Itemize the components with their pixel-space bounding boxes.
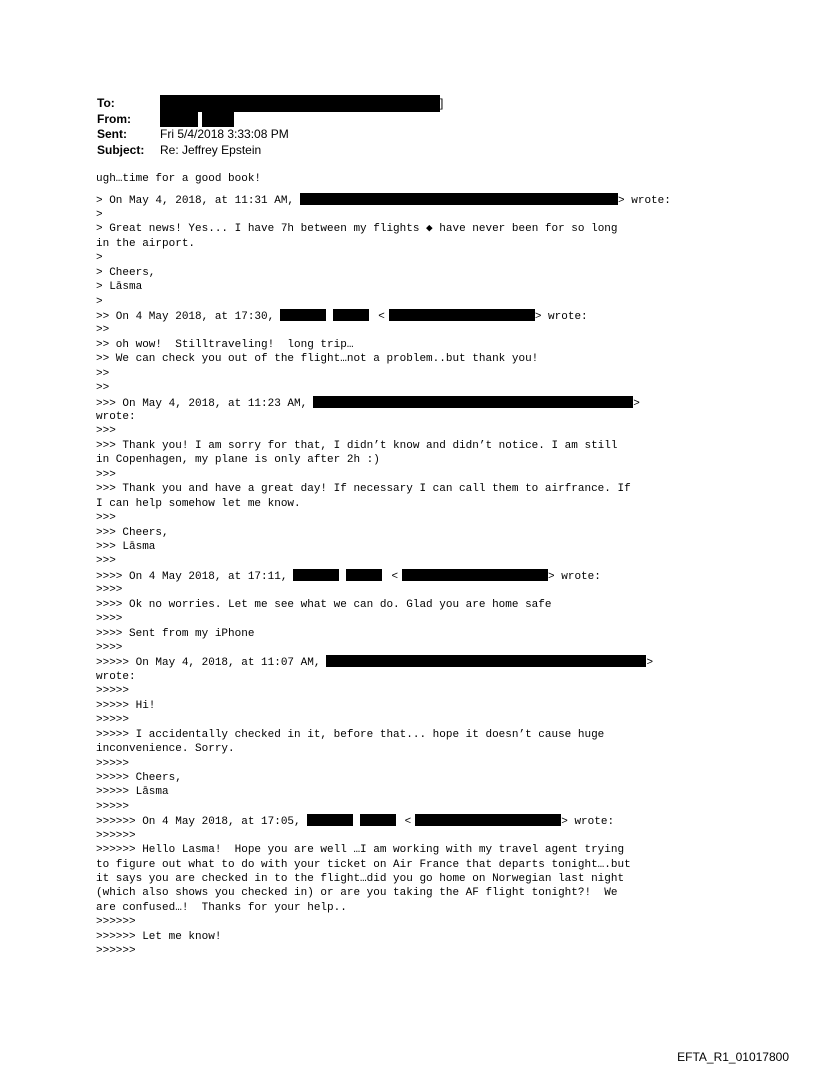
body-line xyxy=(96,699,736,713)
body-text: >>>>>> Hello Lasma! Hope you are well …I am working with my travel agent trying xyxy=(96,844,625,857)
body-text: >> On 4 May 2018, at 17:30, xyxy=(96,310,275,323)
body-text: < xyxy=(404,816,412,829)
body-line xyxy=(96,482,736,496)
redacted-name xyxy=(360,814,396,826)
body-text: >>>> xyxy=(96,613,123,626)
quote-header-line xyxy=(96,193,736,207)
body-line xyxy=(96,858,736,872)
from-label: From: xyxy=(97,111,131,126)
body-text: >>> Cheers, xyxy=(96,526,169,539)
body-line xyxy=(96,944,736,958)
body-text: >>>>> I accidentally checked in it, before that... hope it doesn’t cause huge xyxy=(96,728,605,741)
body-text: > wrote: xyxy=(548,570,601,583)
body-text: >>>> On 4 May 2018, at 17:11, xyxy=(96,570,288,583)
body-text: >> xyxy=(96,382,110,395)
body-text: >>>>> xyxy=(96,714,130,727)
quote-header-line xyxy=(96,309,736,323)
body-text: (which also shows you checked in) or are you taking the AF flight tonight?! We xyxy=(96,887,618,900)
body-text: >>> Thank you! I am sorry for that, I didn’t know and didn’t notice. I am still xyxy=(96,439,618,452)
body-text: >>>>>> On 4 May 2018, at 17:05, xyxy=(96,816,301,829)
body-line xyxy=(96,410,736,424)
body-text: >>>> Ok no worries. Let me see what we can do. Glad you are home safe xyxy=(96,598,552,611)
sent-value: Fri 5/4/2018 3:33:08 PM xyxy=(160,127,289,141)
body-text: > wrote: xyxy=(618,195,671,208)
body-line xyxy=(96,742,736,756)
quote-header-line xyxy=(96,396,736,410)
body-text: to figure out what to do with your ticket on Air France that departs tonight….but xyxy=(96,858,631,871)
quote-header-line xyxy=(96,814,736,828)
body-text: >> xyxy=(96,324,110,337)
body-line xyxy=(96,208,736,222)
to-trailing-bracket: ] xyxy=(440,96,444,110)
body-line xyxy=(96,915,736,929)
body-line xyxy=(96,172,736,186)
subject-value: Re: Jeffrey Epstein xyxy=(160,142,262,157)
body-line xyxy=(96,352,736,366)
body-text: >> xyxy=(96,367,110,380)
body-line xyxy=(96,497,736,511)
body-text: > xyxy=(646,657,654,670)
body-line xyxy=(96,295,736,309)
body-text: >>> xyxy=(96,512,116,525)
body-line xyxy=(96,829,736,843)
body-text: >>>>> xyxy=(96,685,130,698)
redacted-name xyxy=(307,814,353,826)
body-text: wrote: xyxy=(96,411,136,423)
body-text: >>> xyxy=(96,468,116,481)
body-line xyxy=(96,670,736,684)
body-line xyxy=(96,612,736,626)
body-line xyxy=(96,453,736,467)
body-line xyxy=(96,901,736,915)
body-line xyxy=(96,800,736,814)
body-text: inconvenience. Sorry. xyxy=(96,743,235,756)
body-text: >>>>>> xyxy=(96,829,136,842)
body-line xyxy=(96,526,736,540)
body-text: >>>>> Cheers, xyxy=(96,771,182,784)
body-text: < xyxy=(378,310,385,323)
body-text: >>>> xyxy=(96,642,123,654)
body-text: > xyxy=(96,252,103,265)
body-line xyxy=(96,771,736,785)
body-line xyxy=(96,583,736,597)
redacted-email xyxy=(415,814,561,826)
body-line xyxy=(96,323,736,337)
body-text: are confused…! Thanks for your help.. xyxy=(96,901,347,914)
body-text: > xyxy=(96,295,103,308)
body-text: >>>> Sent from my iPhone xyxy=(96,627,255,640)
from-redaction-first xyxy=(160,112,198,127)
body-text: >>> xyxy=(96,425,116,438)
body-text: I can help somehow let me know. xyxy=(96,497,301,510)
body-line xyxy=(96,728,736,742)
body-line xyxy=(96,540,736,554)
document-id-footer: EFTA_R1_01017800 xyxy=(677,1050,789,1064)
body-text: in the airport. xyxy=(96,237,196,250)
body-line xyxy=(96,367,736,381)
body-text: >>>>> Hi! xyxy=(96,699,156,712)
redacted-name xyxy=(333,309,369,321)
body-text: >>>>> Lāsma xyxy=(96,786,169,799)
redacted-name xyxy=(280,309,326,321)
body-line xyxy=(96,684,736,698)
body-text: >>> On May 4, 2018, at 11:23 AM, xyxy=(96,397,308,410)
body-text: >>>>> On May 4, 2018, at 11:07 AM, xyxy=(96,657,321,670)
body-line xyxy=(96,627,736,641)
body-line xyxy=(96,886,736,900)
body-text: >>>> xyxy=(96,584,123,597)
body-line xyxy=(96,641,736,655)
sent-label: Sent: xyxy=(97,127,127,141)
body-line xyxy=(96,598,736,612)
redacted-name xyxy=(293,569,339,581)
email-body xyxy=(96,172,736,959)
to-redaction xyxy=(160,95,440,112)
body-text: > Cheers, xyxy=(96,266,156,279)
body-line xyxy=(96,468,736,482)
body-text: >>>>>> Let me know! xyxy=(96,930,222,943)
body-text: >> oh wow! Stilltraveling! long trip… xyxy=(96,338,354,351)
redacted-name xyxy=(346,569,382,581)
quote-header-line xyxy=(96,655,736,669)
redacted-email xyxy=(326,655,646,667)
body-line xyxy=(96,338,736,352)
body-line xyxy=(96,381,736,395)
body-text: < xyxy=(391,570,399,583)
body-text: > xyxy=(633,397,640,410)
body-line xyxy=(96,237,736,251)
body-text: >>>>> xyxy=(96,757,130,770)
body-line xyxy=(96,424,736,438)
body-text: >>> Thank you and have a great day! If necessary I can call them to airfrance. If xyxy=(96,483,631,496)
body-text: > wrote: xyxy=(561,816,615,829)
body-line xyxy=(96,872,736,886)
body-text: > xyxy=(96,208,103,221)
body-text: >>>>>> xyxy=(96,916,136,929)
body-line xyxy=(96,757,736,771)
redacted-email xyxy=(300,193,618,205)
quote-header-line xyxy=(96,569,736,583)
redacted-email xyxy=(389,309,535,321)
body-text: > wrote: xyxy=(534,310,588,323)
body-text: wrote: xyxy=(96,670,136,683)
body-text: >>>>> xyxy=(96,800,130,813)
body-text: it says you are checked in to the flight…did you go home on Norwegian last night xyxy=(96,873,625,885)
body-line xyxy=(96,554,736,568)
body-line xyxy=(96,222,736,236)
body-line xyxy=(96,785,736,799)
body-text: >>> xyxy=(96,555,116,568)
body-text: ugh…time for a good book! xyxy=(96,173,262,185)
redacted-email xyxy=(313,396,633,408)
body-line xyxy=(96,266,736,280)
body-line xyxy=(96,713,736,727)
to-label: To: xyxy=(97,96,115,110)
body-line xyxy=(96,843,736,857)
body-text: >> We can check you out of the flight…not a problem..but thank you! xyxy=(96,353,539,366)
body-text: > Great news! Yes... I have 7h between my flights ◆ have never been for so long xyxy=(96,223,618,236)
body-line xyxy=(96,251,736,265)
body-line xyxy=(96,280,736,294)
body-line xyxy=(96,930,736,944)
redacted-email xyxy=(402,569,548,581)
subject-label: Subject: xyxy=(97,142,145,157)
from-redaction-last xyxy=(202,112,234,127)
body-text: in Copenhagen, my plane is only after 2h :) xyxy=(96,454,380,467)
body-text: >>>>>> xyxy=(96,945,136,958)
body-text: >>> Lāsma xyxy=(96,540,156,553)
body-text: > On May 4, 2018, at 11:31 AM, xyxy=(96,195,295,208)
body-line xyxy=(96,439,736,453)
body-text: > Lāsma xyxy=(96,281,143,294)
body-line xyxy=(96,511,736,525)
